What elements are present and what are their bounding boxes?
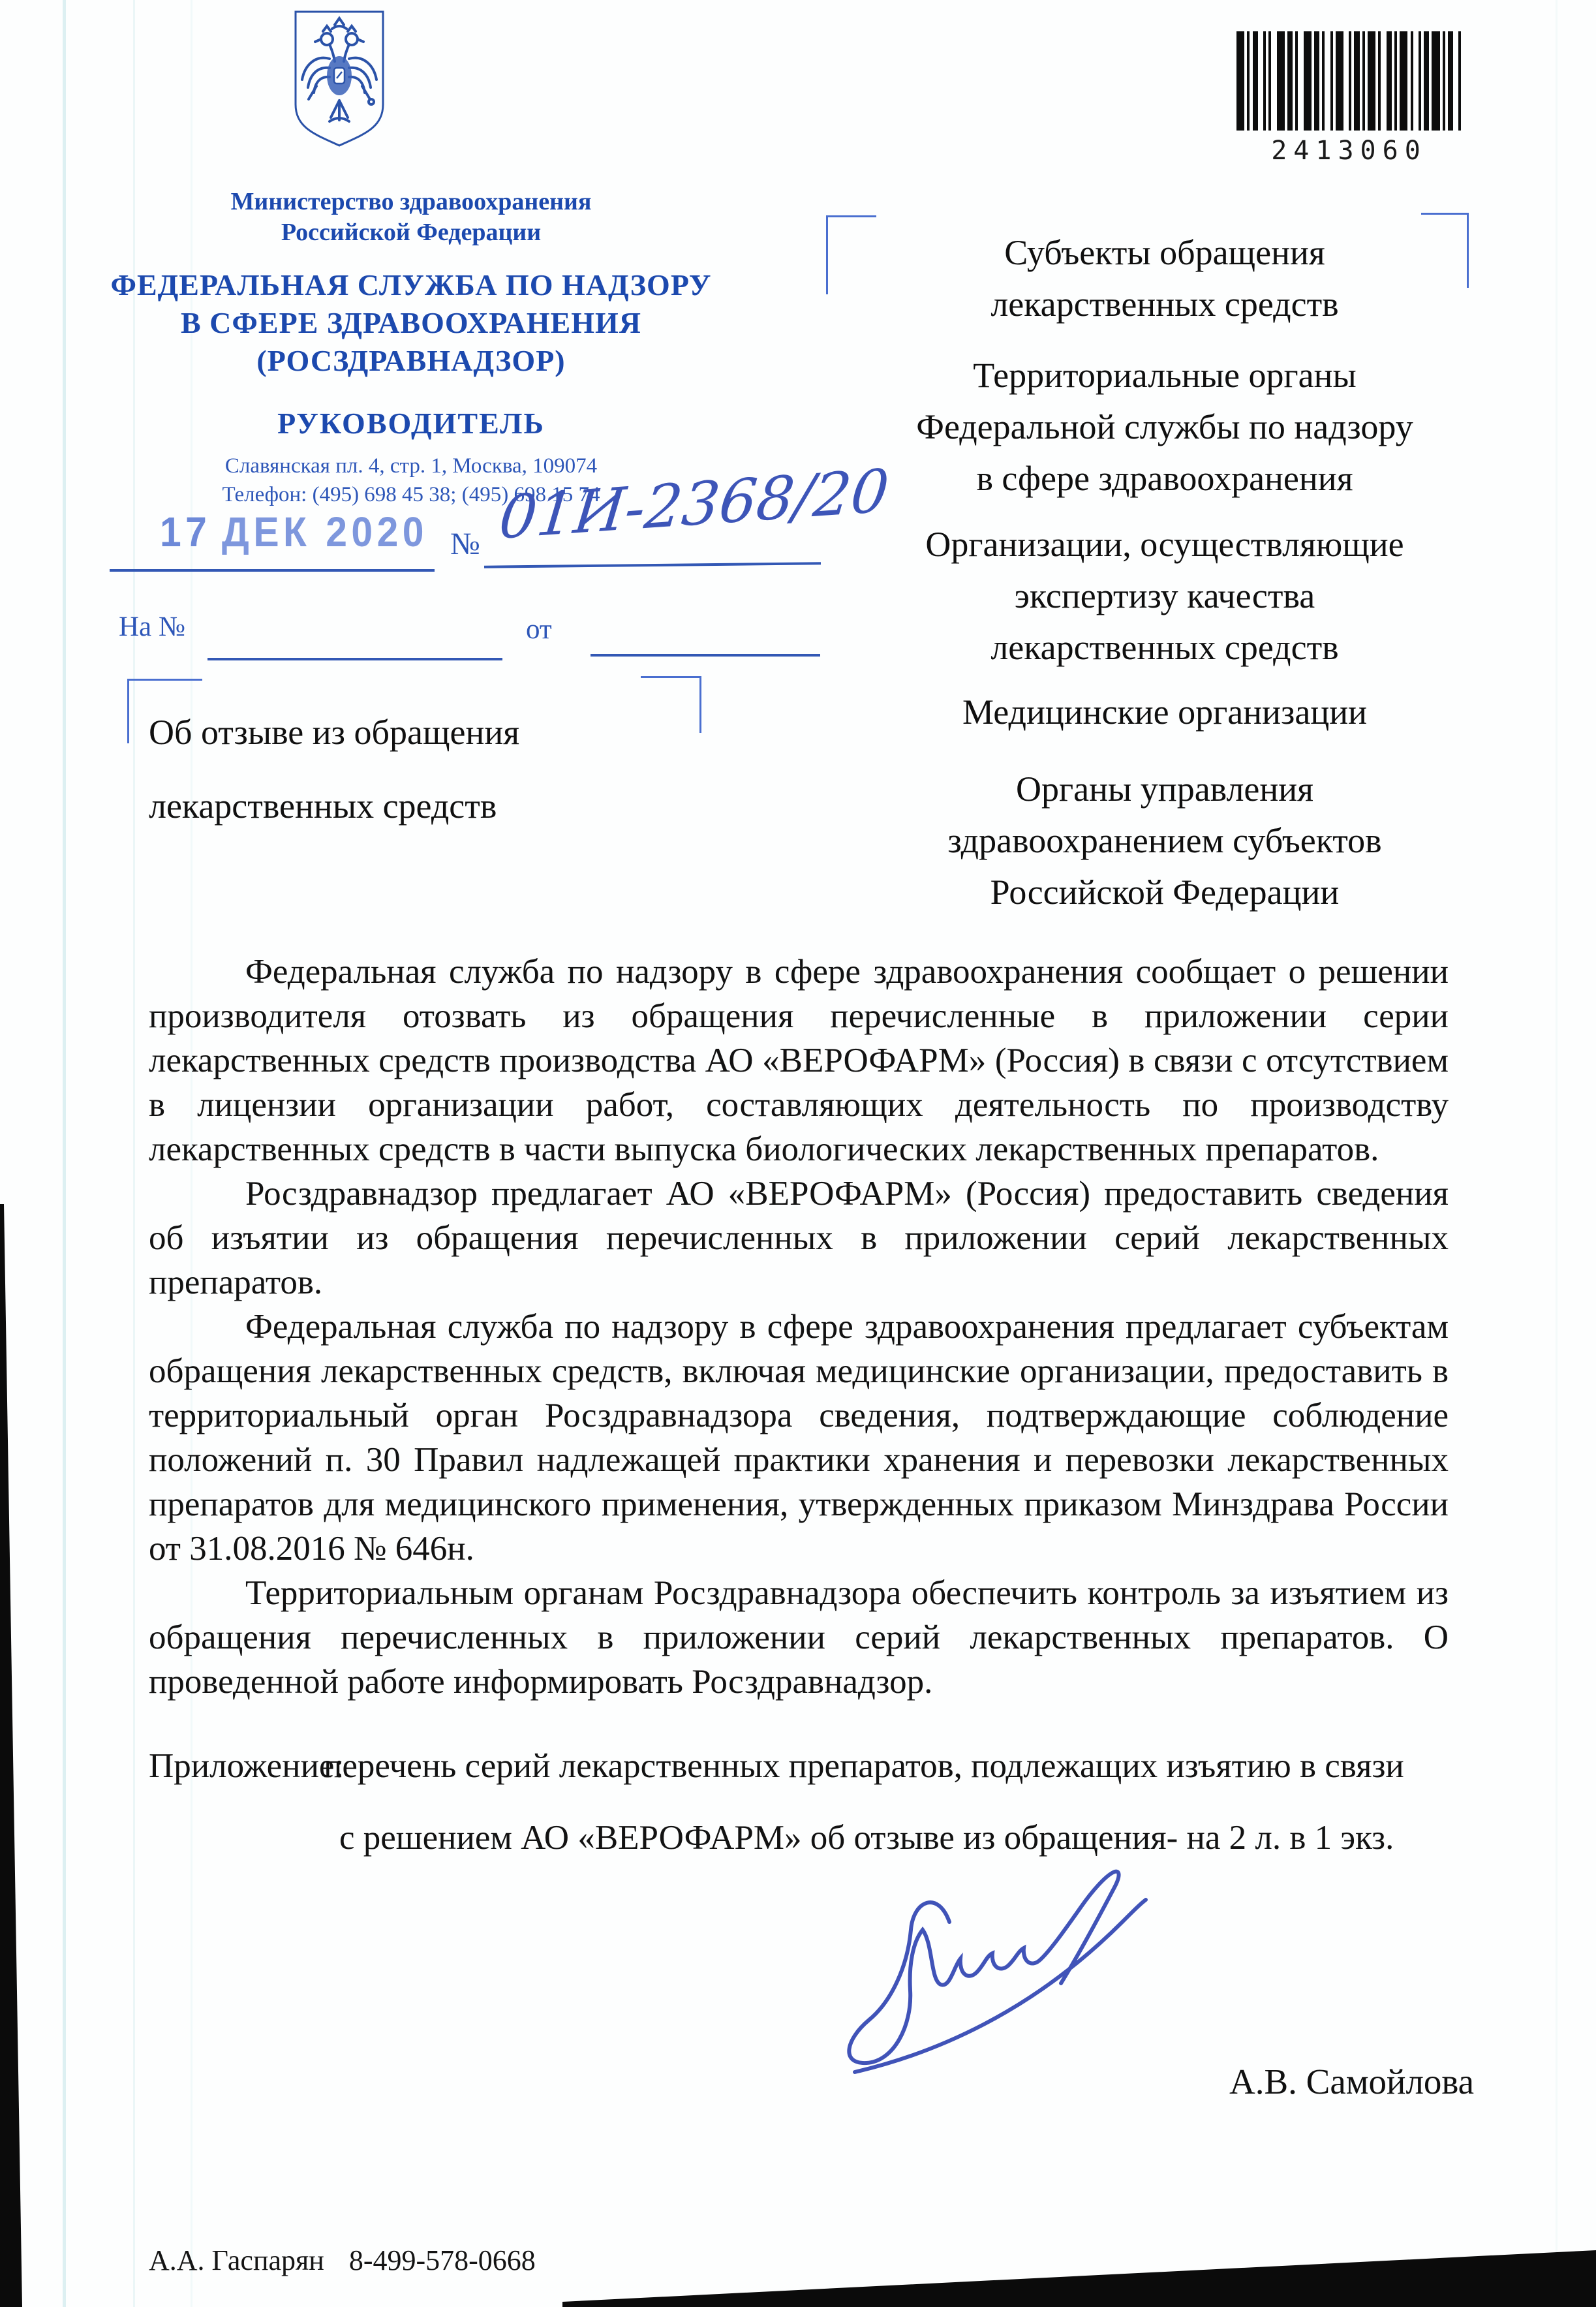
service-name: [72, 266, 750, 380]
barcode-bar: [1394, 31, 1397, 131]
letter-body: [149, 950, 1449, 1704]
addressee-block: [835, 519, 1494, 674]
attachment-line2: с решением АО «ВЕРОФАРМ» об отзыве из обращения- на 2 л. в 1 экз.: [339, 1819, 1394, 1857]
attachment-line1: перечень серий лекарственных препаратов, подлежащих изъятию в связи: [324, 1747, 1404, 1785]
body-paragraph-1: Федеральная служба по надзору в сфере здравоохранения сообщает о решении производителя отозвать из обращения перечисленные в приложении серии лекарственных средств производства АО «ВЕРОФАРМ» (Россия) в связи с отсутствием в лицензии организации работ, составляющих деятельность по производству лекарственных средств в части выпуска биологических лекарственных препаратов.: [149, 953, 1449, 1168]
coat-of-arms-icon: [290, 8, 388, 150]
addressee-line: экспертизу качества: [1014, 576, 1315, 615]
barcode-bar: [1336, 31, 1343, 131]
barcode-bar: [1354, 31, 1359, 131]
barcode-bar: [1253, 31, 1258, 131]
barcode-bar: [1378, 31, 1381, 131]
executor-contact: [149, 2244, 536, 2277]
ministry-line2: Российской Федерации: [281, 219, 542, 246]
addressee-block: [835, 227, 1494, 330]
body-paragraph-4: Территориальным органам Росздравнадзора обеспечить контроль за изъятием из обращения перечисленных в приложении серий лекарственных препаратов. О проведенной работе информировать Росздравнадзор.: [149, 1574, 1449, 1701]
reference-ot-label: от: [526, 614, 552, 645]
barcode-bar: [1458, 31, 1461, 131]
addressee-line: Федеральной службы по надзору: [916, 407, 1413, 446]
barcode-bar: [1263, 31, 1266, 131]
barcode-bar: [1330, 31, 1333, 131]
barcode-bar: [1247, 31, 1250, 131]
ministry-line1: Министерство здравоохранения: [230, 188, 592, 215]
barcode-bar: [1387, 31, 1392, 131]
number-sign: №: [450, 527, 480, 561]
subject-line2: лекарственных средств: [149, 786, 497, 826]
service-line3: (РОСЗДРАВНАДЗОР): [256, 344, 566, 377]
date-stamp-day: 17: [160, 508, 211, 555]
addressee-line: Территориальные органы: [973, 356, 1357, 395]
barcode-bar: [1443, 31, 1445, 131]
addressee-line: Организации, осуществляющие: [925, 525, 1404, 564]
document-number-handwritten: 01И-2368/20: [496, 456, 893, 553]
barcode-bar: [1362, 31, 1365, 131]
barcode-bars-icon: [1236, 31, 1462, 131]
subject-block: [149, 696, 697, 843]
address-line: Славянская пл. 4, стр. 1, Москва, 109074: [224, 454, 598, 478]
barcode-bar: [1419, 31, 1421, 131]
addressee-block: [835, 687, 1494, 738]
executor-name: А.А. Гаспарян: [149, 2244, 324, 2276]
barcode-bar: [1295, 31, 1298, 131]
service-line1: ФЕДЕРАЛЬНАЯ СЛУЖБА ПО НАДЗОРУ: [110, 268, 712, 302]
barcode-bar: [1368, 31, 1375, 131]
barcode-bar: [1424, 31, 1429, 131]
barcode-bar: [1287, 31, 1293, 131]
barcode-number: 2413060: [1271, 136, 1427, 166]
barcode: [1236, 31, 1462, 172]
addressee-line: Российской Федерации: [990, 873, 1340, 912]
addressee-line: лекарственных средств: [990, 628, 1339, 667]
barcode-bar: [1448, 31, 1453, 131]
ministry-name: [72, 187, 750, 248]
barcode-bar: [1400, 31, 1407, 131]
barcode-bar: [1277, 31, 1285, 131]
barcode-bar: [1304, 31, 1312, 131]
addressee-block: [835, 764, 1494, 918]
addressee-line: Органы управления: [1016, 769, 1313, 809]
addressee-line: лекарственных средств: [990, 285, 1339, 324]
barcode-bar: [1349, 31, 1351, 131]
addressee-line: Медицинские организации: [962, 692, 1368, 732]
reference-na-no-label: На №: [119, 612, 185, 642]
addressee-block: [835, 350, 1494, 504]
addressee-line: здравоохранением субъектов: [947, 821, 1382, 860]
body-paragraph-2: Росздравнадзор предлагает АО «ВЕРОФАРМ» (Россия) предоставить сведения об изъятии из обращения перечисленных в приложении серий лекарственных препаратов.: [149, 1175, 1449, 1301]
reference-date-line: [591, 654, 820, 657]
subject-line1: Об отзыве из обращения: [149, 713, 520, 752]
addressee-line: Субъекты обращения: [1004, 233, 1325, 272]
attachment-label: Приложение:: [149, 1747, 345, 1785]
barcode-bar: [1411, 31, 1413, 131]
date-underline: [110, 569, 435, 572]
barcode-bar: [1432, 31, 1439, 131]
barcode-bar: [1236, 31, 1244, 131]
executor-phone: 8-499-578-0668: [348, 2244, 536, 2276]
date-stamp-rest: ДЕК 2020: [221, 508, 428, 555]
scan-streak: [63, 0, 66, 2307]
barcode-bar: [1322, 31, 1325, 131]
scan-streak: [1556, 0, 1558, 2307]
body-paragraph-3: Федеральная служба по надзору в сфере здравоохранения предлагает субъектам обращения лекарственных средств, включая медицинские организации, предоставить в территориальный орган Росздравнадзора сведения, подтверждающие соблюдение положений п. 30 Правил надлежащей практики хранения и перевозки лекарственных препаратов для медицинского применения, утвержденных приказом Минздрава России от 31.08.2016 № 646н.: [149, 1308, 1449, 1568]
barcode-bar: [1268, 31, 1271, 131]
number-underline: [484, 562, 821, 568]
service-line2: В СФЕРЕ ЗДРАВООХРАНЕНИЯ: [181, 306, 641, 339]
barcode-bar: [1314, 31, 1319, 131]
signature-icon: [829, 1857, 1246, 2082]
phone-line: Телефон: (495) 698 45 38; (495) 698 15 74: [222, 483, 600, 506]
date-stamp: [160, 508, 428, 556]
signer-name: А.В. Самойлова: [1229, 2062, 1475, 2101]
reference-number-line: [207, 658, 502, 660]
addressee-line: в сфере здравоохранения: [976, 459, 1353, 498]
position-title: РУКОВОДИТЕЛЬ: [277, 407, 545, 440]
